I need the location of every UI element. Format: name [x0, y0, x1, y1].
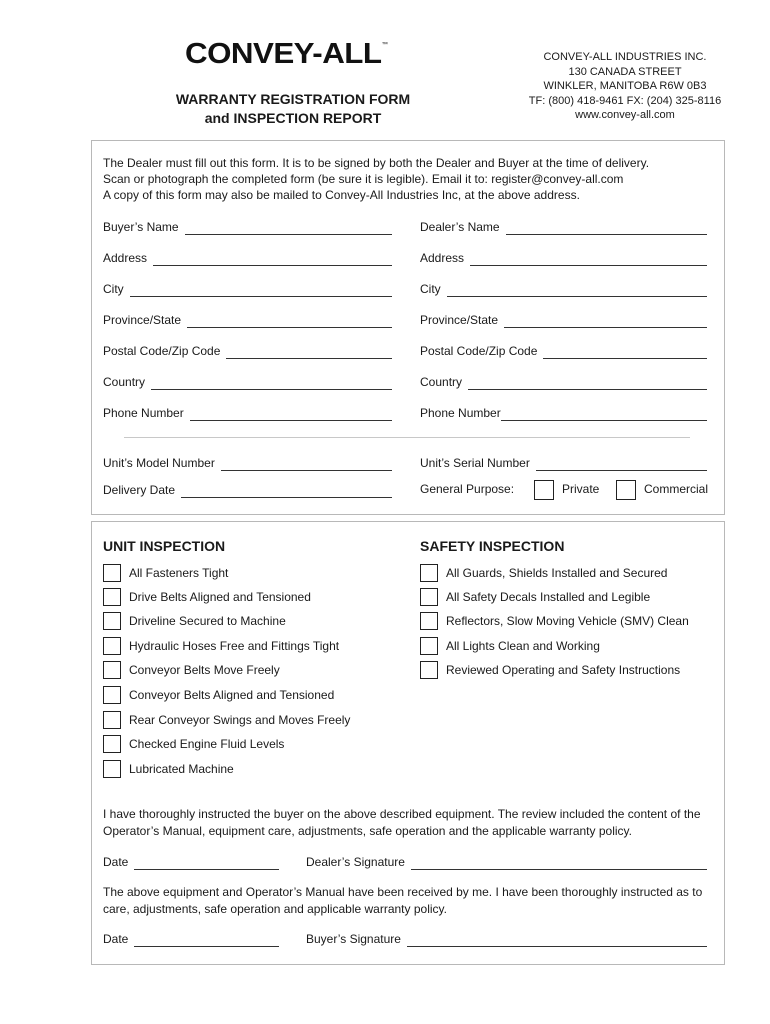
dealer-postal-line[interactable]: [543, 346, 707, 359]
unit-check-label: Lubricated Machine: [129, 762, 234, 776]
buyer-province-label: Province/State: [103, 313, 182, 327]
delivery-date-field[interactable]: [103, 482, 392, 498]
logo-text: CONVEY-ALL: [185, 38, 382, 70]
company-name: CONVEY-ALL INDUSTRIES INC.: [543, 51, 707, 63]
dealer-country-field[interactable]: [420, 374, 707, 390]
dealer-name-label: Dealer’s Name: [420, 220, 500, 234]
buyer-date-line[interactable]: [134, 934, 279, 947]
dealer-date-field[interactable]: [103, 854, 279, 870]
safety-check-item[interactable]: [420, 563, 667, 583]
safety-inspection-title: SAFETY INSPECTION: [420, 538, 565, 554]
safety-check-label: All Lights Clean and Working: [446, 639, 600, 653]
checkbox[interactable]: [420, 588, 438, 606]
unit-check-item[interactable]: [103, 734, 284, 754]
dealer-signature-label: Dealer’s Signature: [306, 855, 405, 869]
buyer-city-label: City: [103, 282, 124, 296]
buyer-postal-field[interactable]: [103, 343, 392, 359]
dealer-name-field[interactable]: [420, 219, 707, 235]
checkbox[interactable]: [420, 564, 438, 582]
checkbox[interactable]: [103, 735, 121, 753]
buyer-postal-line[interactable]: [226, 346, 392, 359]
intro-line-2: Scan or photograph the completed form (be sure it is legible). Email it to: register@convey-all.com: [103, 172, 624, 186]
company-logo: [185, 38, 387, 71]
buyer-province-line[interactable]: [187, 315, 392, 328]
company-website[interactable]: www.convey-all.com: [575, 109, 675, 121]
buyer-postal-label: Postal Code/Zip Code: [103, 344, 221, 358]
unit-check-label: Hydraulic Hoses Free and Fittings Tight: [129, 639, 340, 653]
unit-check-label: Checked Engine Fluid Levels: [129, 737, 285, 751]
model-number-field[interactable]: [103, 455, 392, 471]
buyer-date-label: Date: [103, 932, 129, 946]
model-number-label: Unit’s Model Number: [103, 456, 215, 470]
company-phones: TF: (800) 418-9461 FX: (204) 325-8116: [528, 94, 722, 107]
dealer-statement-text: I have thoroughly instructed the buyer on the above described equipment. The review included the content of the Operator’s Manual, equipment care, adjustments, safe operation and the applicable warranty policy.: [103, 807, 701, 838]
buyer-phone-field[interactable]: [103, 405, 392, 421]
dealer-city-label: City: [420, 282, 441, 296]
dealer-address-field[interactable]: [420, 250, 707, 266]
safety-check-item[interactable]: [420, 587, 650, 607]
checkbox[interactable]: [420, 661, 438, 679]
dealer-address-line[interactable]: [470, 253, 707, 266]
unit-check-item[interactable]: [103, 759, 234, 779]
dealer-phone-field[interactable]: [420, 405, 707, 421]
unit-check-label: Conveyor Belts Move Freely: [129, 663, 280, 677]
dealer-signature-line[interactable]: [411, 857, 707, 870]
safety-check-label: Reviewed Operating and Safety Instructions: [446, 663, 681, 677]
unit-check-item[interactable]: [103, 660, 280, 680]
form-title: [140, 90, 446, 128]
dealer-date-label: Date: [103, 855, 129, 869]
buyer-address-line[interactable]: [153, 253, 392, 266]
serial-number-field[interactable]: [420, 455, 707, 471]
dealer-date-line[interactable]: [134, 857, 279, 870]
unit-check-item[interactable]: [103, 563, 228, 583]
checkbox[interactable]: [103, 588, 121, 606]
checkbox[interactable]: [103, 661, 121, 679]
safety-check-label: Reflectors, Slow Moving Vehicle (SMV) Clean: [446, 614, 689, 628]
buyer-country-line[interactable]: [151, 377, 392, 390]
unit-check-item[interactable]: [103, 710, 350, 730]
private-label: Private: [562, 482, 600, 496]
dealer-phone-line[interactable]: [501, 408, 707, 421]
buyer-signature-line[interactable]: [407, 934, 707, 947]
buyer-signature-label: Buyer’s Signature: [306, 932, 401, 946]
checkbox[interactable]: [420, 637, 438, 655]
dealer-country-label: Country: [420, 375, 463, 389]
buyer-province-field[interactable]: [103, 312, 392, 328]
dealer-province-label: Province/State: [420, 313, 499, 327]
delivery-date-label: Delivery Date: [103, 483, 176, 497]
delivery-date-line[interactable]: [181, 485, 392, 498]
buyer-country-label: Country: [103, 375, 146, 389]
commercial-label: Commercial: [644, 482, 709, 496]
safety-check-item[interactable]: [420, 636, 600, 656]
model-number-line[interactable]: [221, 458, 392, 471]
unit-check-item[interactable]: [103, 587, 311, 607]
form-title-line2: and INSPECTION REPORT: [204, 110, 382, 126]
dealer-postal-label: Postal Code/Zip Code: [420, 344, 538, 358]
unit-check-label: Driveline Secured to Machine: [129, 614, 286, 628]
dealer-signature-field[interactable]: [306, 854, 707, 870]
unit-check-label: Drive Belts Aligned and Tensioned: [129, 590, 311, 604]
buyer-signature-field[interactable]: [306, 931, 707, 947]
unit-check-label: All Fasteners Tight: [129, 566, 229, 580]
checkbox[interactable]: [103, 564, 121, 582]
company-address: [505, 50, 745, 123]
buyer-date-field[interactable]: [103, 931, 279, 947]
commercial-checkbox[interactable]: [616, 480, 636, 500]
buyer-statement-text: The above equipment and Operator’s Manual have been received by me. I have been thoroughly instructed as to care, adjustments, safe operation and applicable warranty policy.: [103, 885, 703, 916]
safety-check-item[interactable]: [420, 660, 680, 680]
dealer-city-line[interactable]: [447, 284, 707, 297]
checkbox[interactable]: [103, 612, 121, 630]
dealer-name-line[interactable]: [506, 222, 707, 235]
buyer-city-line[interactable]: [130, 284, 392, 297]
unit-check-item[interactable]: [103, 611, 286, 631]
unit-inspection-title: UNIT INSPECTION: [103, 538, 226, 554]
unit-check-label: Conveyor Belts Aligned and Tensioned: [129, 688, 335, 702]
dealer-city-field[interactable]: [420, 281, 707, 297]
safety-check-label: All Guards, Shields Installed and Secured: [446, 566, 668, 580]
checkbox[interactable]: [103, 686, 121, 704]
dealer-postal-field[interactable]: [420, 343, 707, 359]
intro-text: [103, 155, 723, 203]
unit-check-item[interactable]: [103, 636, 339, 656]
checkbox[interactable]: [420, 612, 438, 630]
buyer-name-line[interactable]: [185, 222, 392, 235]
buyer-address-field[interactable]: [103, 250, 392, 266]
buyer-name-field[interactable]: [103, 219, 392, 235]
company-city: WINKLER, MANITOBA R6W 0B3: [543, 80, 707, 92]
dealer-country-line[interactable]: [468, 377, 707, 390]
checkbox[interactable]: [103, 760, 121, 778]
dealer-address-label: Address: [420, 251, 465, 265]
buyer-country-field[interactable]: [103, 374, 392, 390]
buyer-address-label: Address: [103, 251, 148, 265]
dealer-phone-label: Phone Number: [420, 406, 501, 420]
dealer-province-field[interactable]: [420, 312, 707, 328]
general-purpose-label: General Purpose:: [420, 482, 515, 496]
private-checkbox[interactable]: [534, 480, 554, 500]
divider: [124, 437, 690, 438]
form-title-line1: WARRANTY REGISTRATION FORM: [175, 91, 411, 107]
intro-line-3: A copy of this form may also be mailed to Convey-All Industries Inc, at the above address.: [103, 188, 580, 202]
dealer-province-line[interactable]: [504, 315, 707, 328]
safety-check-label: All Safety Decals Installed and Legible: [446, 590, 651, 604]
intro-line-1: The Dealer must fill out this form. It is to be signed by both the Dealer and Buyer at the time of delivery.: [103, 156, 650, 170]
unit-check-label: Rear Conveyor Swings and Moves Freely: [129, 713, 351, 727]
unit-check-item[interactable]: [103, 685, 334, 705]
trademark-symbol: ™: [381, 42, 388, 48]
company-street: 130 CANADA STREET: [568, 65, 682, 78]
buyer-name-label: Buyer’s Name: [103, 220, 179, 234]
buyer-city-field[interactable]: [103, 281, 392, 297]
serial-number-line[interactable]: [536, 458, 707, 471]
checkbox[interactable]: [103, 637, 121, 655]
serial-number-label: Unit’s Serial Number: [420, 456, 530, 470]
buyer-phone-line[interactable]: [190, 408, 392, 421]
checkbox[interactable]: [103, 711, 121, 729]
safety-check-item[interactable]: [420, 611, 689, 631]
buyer-phone-label: Phone Number: [103, 406, 184, 420]
